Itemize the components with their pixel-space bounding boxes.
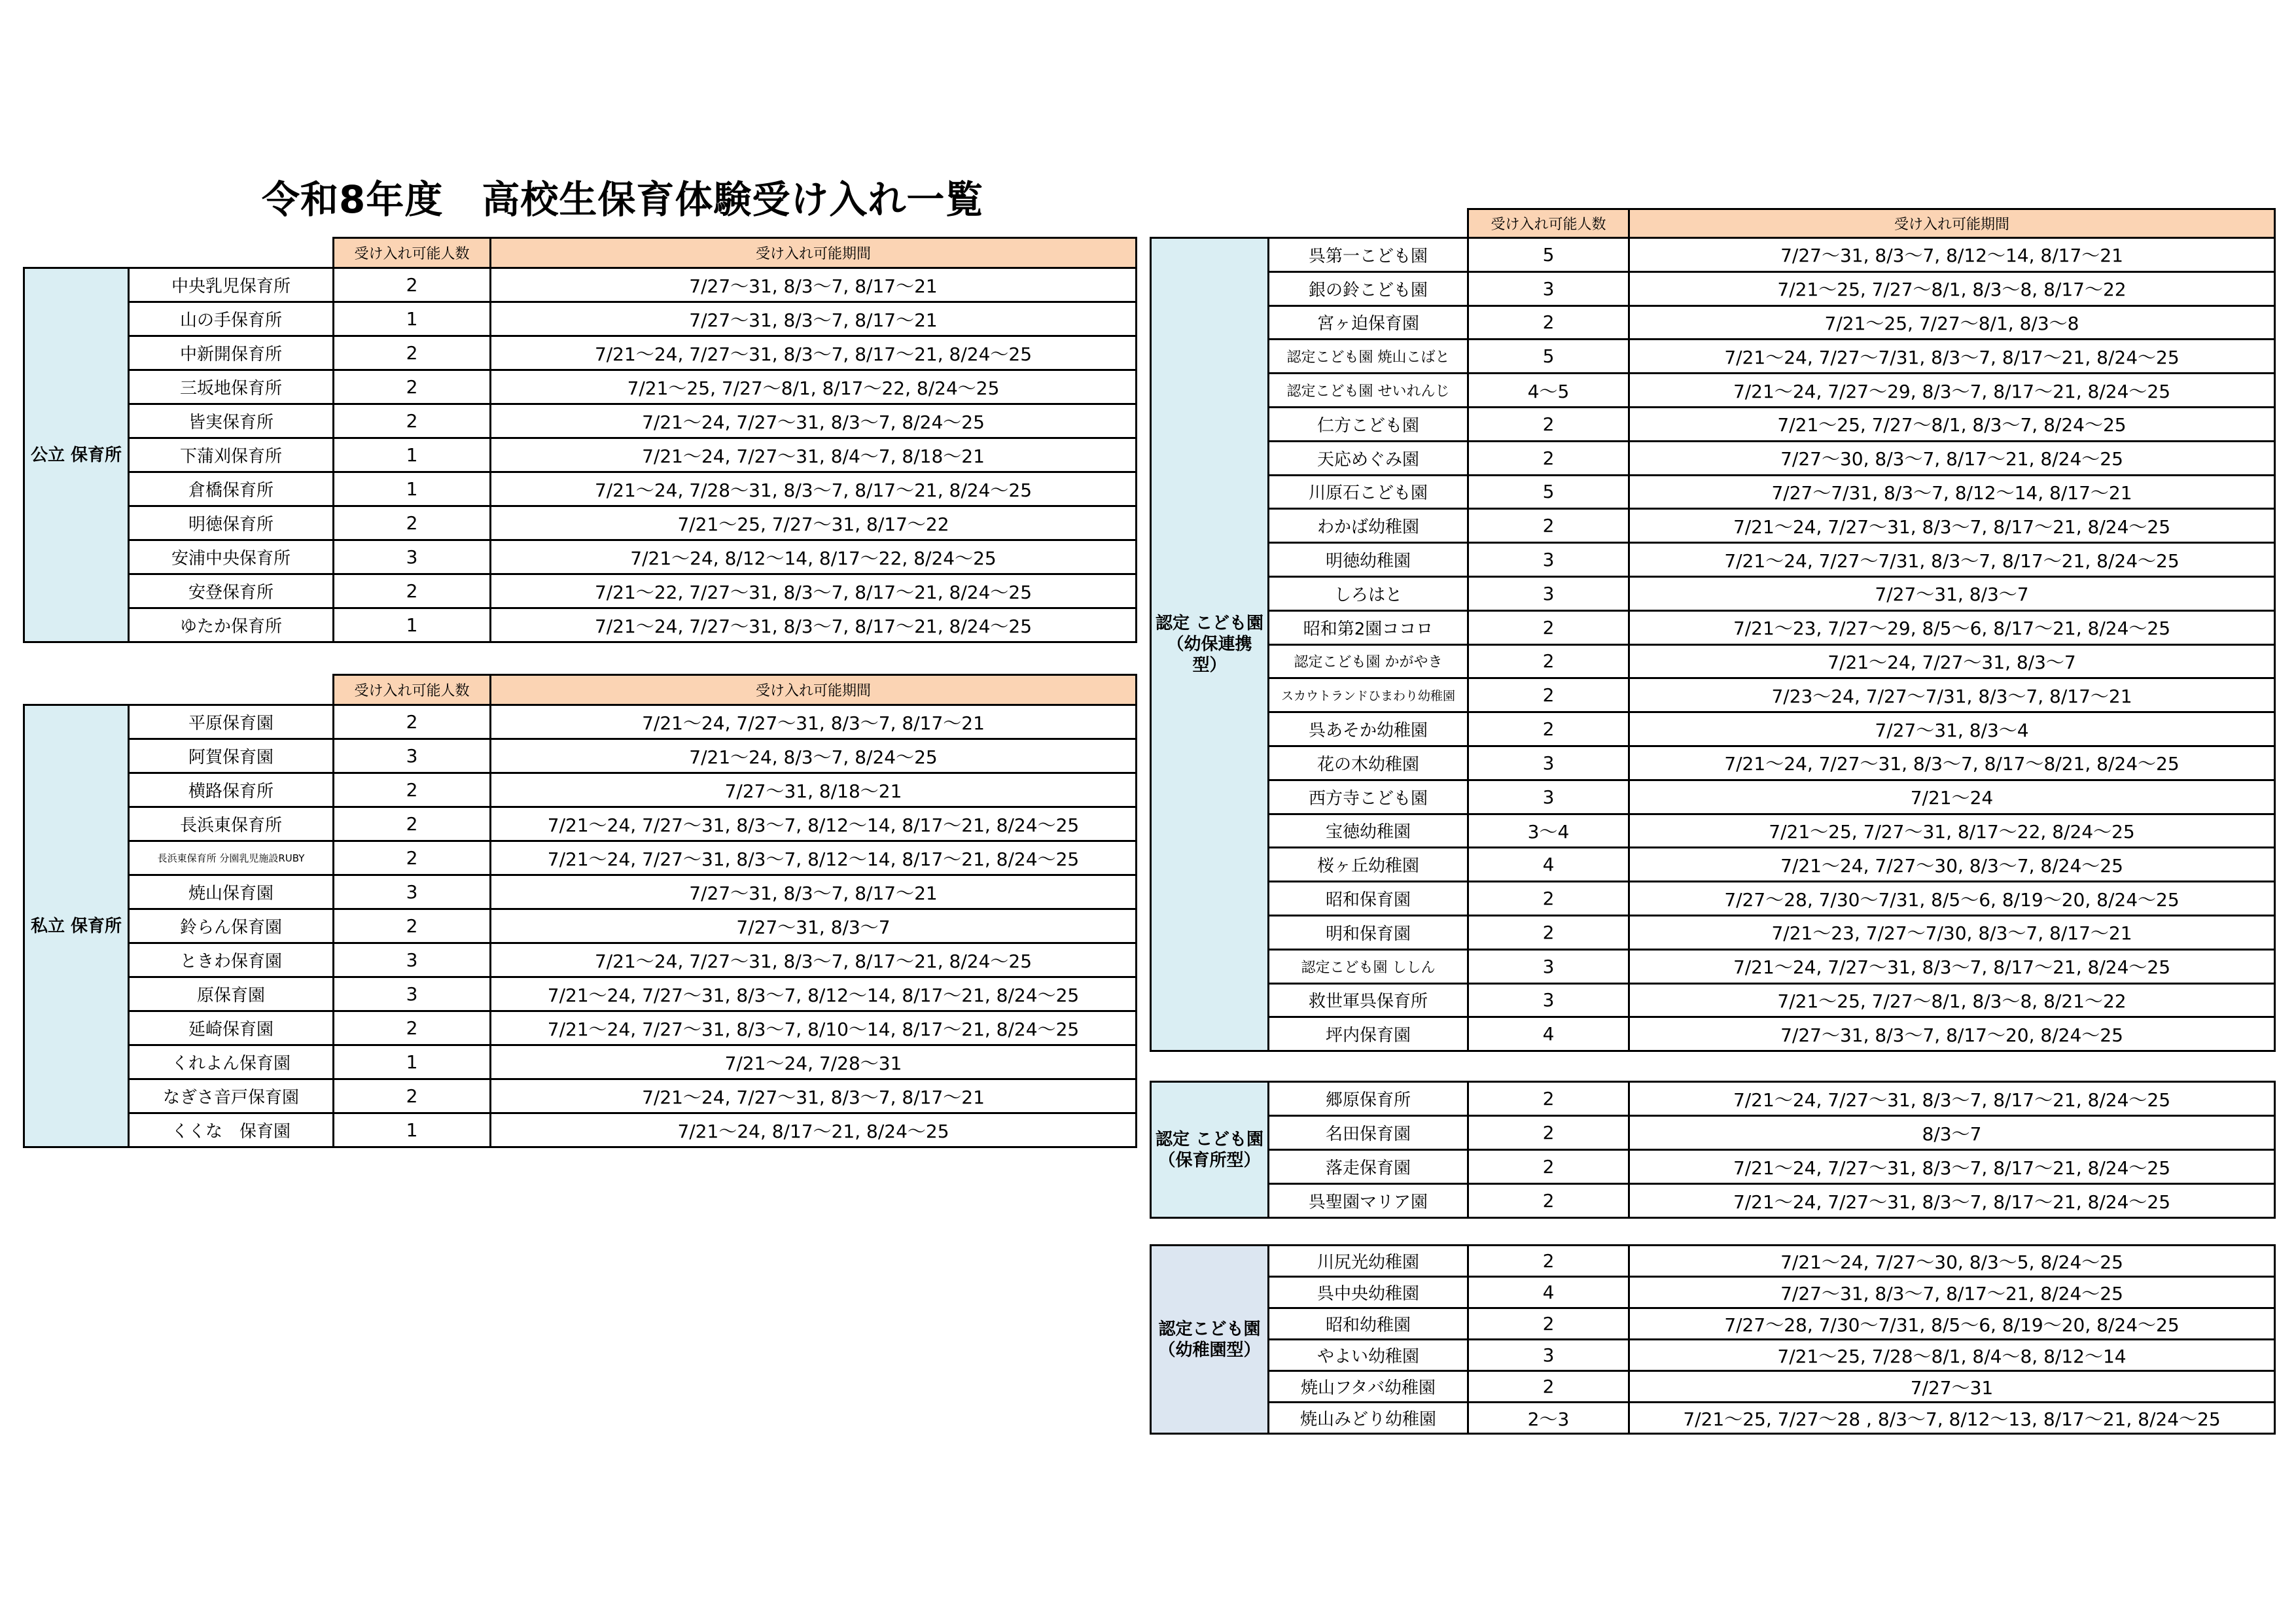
facility-name: 明徳幼稚園 [1269, 543, 1468, 577]
available-period: 7/23〜24, 7/27〜7/31, 8/3〜7, 8/17〜21 [1629, 678, 2275, 712]
facility-name: 昭和第2園ココロ [1269, 610, 1468, 644]
capacity-count: 2 [1468, 407, 1629, 441]
facility-name: 郷原保育所 [1269, 1082, 1468, 1116]
facility-name: 呉あそか幼稚園 [1269, 712, 1468, 746]
category-label: 私立 保育所 [24, 705, 129, 1147]
facility-name: 中新開保育所 [129, 336, 334, 370]
capacity-count: 1 [334, 472, 491, 506]
capacity-count: 2 [334, 370, 491, 404]
available-period: 7/21〜24, 7/27〜31, 8/3〜7, 8/17〜21, 8/24〜25 [1629, 949, 2275, 983]
available-period: 7/21〜22, 7/27〜31, 8/3〜7, 8/17〜21, 8/24〜25 [491, 574, 1137, 608]
capacity-count: 2 [1468, 1308, 1629, 1340]
table-row [24, 909, 1137, 943]
facility-name: 認定こども園 焼山こばと [1269, 340, 1468, 374]
capacity-count: 3 [334, 540, 491, 574]
header-row [24, 238, 1137, 268]
facility-name: 鈴らん保育園 [129, 909, 334, 943]
facility-name: 長浜東保育所 [129, 807, 334, 841]
table-row [1151, 678, 2275, 712]
header-count: 受け入れ可能人数 [334, 675, 491, 705]
capacity-count: 2 [1468, 441, 1629, 475]
capacity-count: 2〜3 [1468, 1403, 1629, 1434]
facility-name: 山の手保育所 [129, 302, 334, 336]
table-row [1151, 983, 2275, 1017]
kodomo-hoikusho-table [1150, 1081, 2276, 1219]
table-row [24, 438, 1137, 472]
facility-name: 認定こども園 ししん [1269, 949, 1468, 983]
capacity-count: 2 [334, 506, 491, 540]
available-period: 7/21〜24, 7/27〜31, 8/4〜7, 8/18〜21 [491, 438, 1137, 472]
available-period: 7/21〜24, 7/27〜31, 8/3〜7, 8/17〜21, 8/24〜25 [1629, 1082, 2275, 1116]
facility-name: 天応めぐみ園 [1269, 441, 1468, 475]
available-period: 7/21〜25, 7/27〜31, 8/17〜22, 8/24〜25 [1629, 814, 2275, 848]
table-row [24, 302, 1137, 336]
capacity-count: 1 [334, 608, 491, 642]
table-row [24, 540, 1137, 574]
capacity-count: 3 [1468, 271, 1629, 305]
table-row [24, 875, 1137, 909]
capacity-count: 4 [1468, 1277, 1629, 1308]
table-row [24, 336, 1137, 370]
table-row [24, 404, 1137, 438]
facility-name: 救世軍呉保育所 [1269, 983, 1468, 1017]
available-period: 7/21〜24, 7/27〜7/31, 8/3〜7, 8/17〜21, 8/24〜25 [1629, 543, 2275, 577]
facility-name: 宝徳幼稚園 [1269, 814, 1468, 848]
facility-name: 焼山フタバ幼稚園 [1269, 1371, 1468, 1403]
available-period: 7/27〜31, 8/3〜7 [491, 909, 1137, 943]
capacity-count: 1 [334, 438, 491, 472]
table-row [24, 370, 1137, 404]
available-period: 7/27〜7/31, 8/3〜7, 8/12〜14, 8/17〜21 [1629, 475, 2275, 509]
available-period: 7/21〜24, 7/27〜31, 8/3〜7 [1629, 644, 2275, 678]
facility-name: 仁方こども園 [1269, 407, 1468, 441]
header-period: 受け入れ可能期間 [1629, 209, 2275, 238]
available-period: 7/27〜31, 8/3〜7 [1629, 576, 2275, 610]
facility-name: スカウトランドひまわり幼稚園 [1269, 678, 1468, 712]
capacity-count: 2 [334, 404, 491, 438]
capacity-count: 2 [334, 841, 491, 875]
table-row [1151, 543, 2275, 577]
available-period: 7/21〜25, 7/28〜8/1, 8/4〜8, 8/12〜14 [1629, 1340, 2275, 1371]
capacity-count: 2 [334, 268, 491, 302]
available-period: 7/21〜23, 7/27〜7/30, 8/3〜7, 8/17〜21 [1629, 915, 2275, 949]
category-label: 認定 こども園 （幼保連携 型） [1151, 238, 1269, 1051]
table-row [1151, 848, 2275, 882]
facility-name: 下蒲刈保育所 [129, 438, 334, 472]
capacity-count: 2 [1468, 1246, 1629, 1277]
available-period: 7/21〜23, 7/27〜29, 8/5〜6, 8/17〜21, 8/24〜25 [1629, 610, 2275, 644]
facility-name: 昭和幼稚園 [1269, 1308, 1468, 1340]
facility-name: 皆実保育所 [129, 404, 334, 438]
capacity-count: 2 [1468, 1082, 1629, 1116]
available-period: 7/21〜24, 7/27〜31, 8/3〜7, 8/17〜8/21, 8/24〜25 [1629, 746, 2275, 780]
table-row [1151, 475, 2275, 509]
facility-name: 平原保育園 [129, 705, 334, 739]
facility-name: 倉橋保育所 [129, 472, 334, 506]
available-period: 7/27〜31, 8/18〜21 [491, 773, 1137, 807]
available-period: 7/21〜24, 7/28〜31 [491, 1045, 1137, 1079]
capacity-count: 2 [334, 574, 491, 608]
available-period: 7/21〜24, 8/12〜14, 8/17〜22, 8/24〜25 [491, 540, 1137, 574]
capacity-count: 3 [334, 739, 491, 773]
facility-name: 原保育園 [129, 977, 334, 1011]
facility-name: くくな 保育園 [129, 1113, 334, 1147]
available-period: 7/21〜24, 7/27〜31, 8/3〜7, 8/24〜25 [491, 404, 1137, 438]
capacity-count: 1 [334, 1045, 491, 1079]
facility-name: 三坂地保育所 [129, 370, 334, 404]
capacity-count: 2 [1468, 509, 1629, 543]
available-period: 7/27〜31, 8/3〜7, 8/17〜21 [491, 875, 1137, 909]
capacity-count: 2 [334, 1011, 491, 1045]
table-row [24, 268, 1137, 302]
capacity-count: 1 [334, 1113, 491, 1147]
available-period: 7/21〜24, 7/27〜29, 8/3〜7, 8/17〜21, 8/24〜25 [1629, 374, 2275, 408]
table-row [24, 943, 1137, 977]
table-row [1151, 1277, 2275, 1308]
available-period: 7/27〜31, 8/3〜7, 8/12〜14, 8/17〜21 [1629, 238, 2275, 272]
table-row [1151, 644, 2275, 678]
facility-name: 安登保育所 [129, 574, 334, 608]
capacity-count: 2 [334, 773, 491, 807]
available-period: 7/21〜25, 7/27〜8/1, 8/3〜8 [1629, 305, 2275, 340]
capacity-count: 2 [334, 1079, 491, 1113]
capacity-count: 3 [1468, 949, 1629, 983]
available-period: 8/3〜7 [1629, 1116, 2275, 1150]
facility-name: 西方寺こども園 [1269, 780, 1468, 814]
capacity-count: 3 [1468, 746, 1629, 780]
table-row [1151, 1184, 2275, 1218]
table-row [1151, 814, 2275, 848]
available-period: 7/21〜25, 7/27〜28 , 8/3〜7, 8/12〜13, 8/17〜21, 8/24〜25 [1629, 1403, 2275, 1434]
capacity-count: 2 [1468, 915, 1629, 949]
available-period: 7/21〜24, 7/27〜31, 8/3〜7, 8/12〜14, 8/17〜21, 8/24〜25 [491, 807, 1137, 841]
capacity-count: 3 [334, 943, 491, 977]
facility-name: 長浜東保育所 分園乳児施設RUBY [129, 841, 334, 875]
capacity-count: 2 [334, 909, 491, 943]
facility-name: 認定こども園 かがやき [1269, 644, 1468, 678]
facility-name: 明和保育園 [1269, 915, 1468, 949]
table-row [1151, 1246, 2275, 1277]
capacity-count: 3 [1468, 780, 1629, 814]
facility-name: 明徳保育所 [129, 506, 334, 540]
available-period: 7/21〜25, 7/27〜8/1, 8/17〜22, 8/24〜25 [491, 370, 1137, 404]
facility-name: 川尻光幼稚園 [1269, 1246, 1468, 1277]
table-row [24, 1113, 1137, 1147]
available-period: 7/21〜24, 8/17〜21, 8/24〜25 [491, 1113, 1137, 1147]
available-period: 7/27〜30, 8/3〜7, 8/17〜21, 8/24〜25 [1629, 441, 2275, 475]
facility-name: 銀の鈴こども園 [1269, 271, 1468, 305]
table-row [1151, 610, 2275, 644]
table-row [24, 472, 1137, 506]
header-period: 受け入れ可能期間 [491, 238, 1137, 268]
kodomo-youchien-table [1150, 1244, 2276, 1435]
table-row [24, 608, 1137, 642]
facility-name: 横路保育所 [129, 773, 334, 807]
capacity-count: 4 [1468, 848, 1629, 882]
capacity-count: 2 [1468, 305, 1629, 340]
available-period: 7/27〜31, 8/3〜4 [1629, 712, 2275, 746]
capacity-count: 1 [334, 302, 491, 336]
table-row [1151, 374, 2275, 408]
table-row [1151, 882, 2275, 916]
facility-name: なぎさ音戸保育園 [129, 1079, 334, 1113]
available-period: 7/27〜31, 8/3〜7, 8/17〜21 [491, 268, 1137, 302]
table-row [1151, 407, 2275, 441]
table-row [1151, 1403, 2275, 1434]
table-row [24, 574, 1137, 608]
available-period: 7/21〜24, 7/27〜31, 8/3〜7, 8/17〜21, 8/24〜25 [1629, 1184, 2275, 1218]
facility-name: 落走保育園 [1269, 1150, 1468, 1184]
capacity-count: 2 [334, 705, 491, 739]
available-period: 7/27〜28, 7/30〜7/31, 8/5〜6, 8/19〜20, 8/24〜25 [1629, 1308, 2275, 1340]
capacity-count: 2 [1468, 644, 1629, 678]
available-period: 7/21〜24, 7/27〜31, 8/3〜7, 8/12〜14, 8/17〜21, 8/24〜25 [491, 841, 1137, 875]
available-period: 7/21〜25, 7/27〜8/1, 8/3〜8, 8/21〜22 [1629, 983, 2275, 1017]
table-row [1151, 441, 2275, 475]
available-period: 7/27〜31, 8/3〜7, 8/17〜21, 8/24〜25 [1629, 1277, 2275, 1308]
header-count: 受け入れ可能人数 [334, 238, 491, 268]
capacity-count: 4〜5 [1468, 374, 1629, 408]
available-period: 7/21〜24, 7/27〜31, 8/3〜7, 8/10〜14, 8/17〜21, 8/24〜25 [491, 1011, 1137, 1045]
table-row [1151, 576, 2275, 610]
table-row [1151, 1371, 2275, 1403]
private-nursery-table [23, 674, 1137, 1148]
capacity-count: 2 [1468, 1184, 1629, 1218]
capacity-count: 2 [1468, 882, 1629, 916]
table-row [1151, 1082, 2275, 1116]
capacity-count: 3 [334, 977, 491, 1011]
header-blank [24, 238, 334, 268]
table-row [24, 807, 1137, 841]
facility-name: しろはと [1269, 576, 1468, 610]
available-period: 7/21〜24, 8/3〜7, 8/24〜25 [491, 739, 1137, 773]
facility-name: 焼山みどり幼稚園 [1269, 1403, 1468, 1434]
capacity-count: 3 [334, 875, 491, 909]
table-row [1151, 1116, 2275, 1150]
facility-name: 焼山保育園 [129, 875, 334, 909]
table-row [1151, 712, 2275, 746]
capacity-count: 3 [1468, 983, 1629, 1017]
category-label: 認定こども園 （幼稚園型） [1151, 1246, 1269, 1434]
kodomo-renkei-table [1150, 208, 2276, 1052]
table-row [1151, 340, 2275, 374]
available-period: 7/21〜24, 7/27〜31, 8/3〜7, 8/12〜14, 8/17〜21, 8/24〜25 [491, 977, 1137, 1011]
facility-name: 安浦中央保育所 [129, 540, 334, 574]
facility-name: 坪内保育園 [1269, 1017, 1468, 1051]
available-period: 7/21〜25, 7/27〜8/1, 8/3〜8, 8/17〜22 [1629, 271, 2275, 305]
available-period: 7/21〜25, 7/27〜8/1, 8/3〜7, 8/24〜25 [1629, 407, 2275, 441]
table-row [24, 1079, 1137, 1113]
facility-name: 桜ヶ丘幼稚園 [1269, 848, 1468, 882]
available-period: 7/21〜24, 7/27〜31, 8/3〜7, 8/17〜21, 8/24〜25 [1629, 1150, 2275, 1184]
facility-name: 呉聖園マリア園 [1269, 1184, 1468, 1218]
table-row [24, 1011, 1137, 1045]
table-row [24, 841, 1137, 875]
table-row [24, 506, 1137, 540]
facility-name: わかば幼稚園 [1269, 509, 1468, 543]
table-row [1151, 1150, 2275, 1184]
facility-name: 昭和保育園 [1269, 882, 1468, 916]
table-row [1151, 509, 2275, 543]
capacity-count: 5 [1468, 238, 1629, 272]
available-period: 7/21〜24, 7/27〜31, 8/3〜7, 8/17〜21, 8/24〜25 [491, 608, 1137, 642]
facility-name: ときわ保育園 [129, 943, 334, 977]
capacity-count: 2 [334, 336, 491, 370]
header-count: 受け入れ可能人数 [1468, 209, 1629, 238]
header-period: 受け入れ可能期間 [491, 675, 1137, 705]
capacity-count: 3〜4 [1468, 814, 1629, 848]
table-row [1151, 915, 2275, 949]
available-period: 7/21〜24, 7/27〜7/31, 8/3〜7, 8/17〜21, 8/24〜25 [1629, 340, 2275, 374]
table-row [24, 977, 1137, 1011]
capacity-count: 2 [1468, 610, 1629, 644]
capacity-count: 3 [1468, 543, 1629, 577]
capacity-count: 2 [1468, 712, 1629, 746]
table-row [1151, 780, 2275, 814]
available-period: 7/21〜24, 7/27〜31, 8/3〜7, 8/17〜21, 8/24〜25 [1629, 509, 2275, 543]
available-period: 7/21〜24, 7/27〜30, 8/3〜7, 8/24〜25 [1629, 848, 2275, 882]
table-row [1151, 1340, 2275, 1371]
available-period: 7/21〜24 [1629, 780, 2275, 814]
available-period: 7/21〜24, 7/27〜30, 8/3〜5, 8/24〜25 [1629, 1246, 2275, 1277]
header-row [24, 675, 1137, 705]
facility-name: 呉中央幼稚園 [1269, 1277, 1468, 1308]
table-row [1151, 949, 2275, 983]
table-row [1151, 746, 2275, 780]
public-nursery-table [23, 237, 1137, 643]
table-row [24, 773, 1137, 807]
available-period: 7/21〜24, 7/27〜31, 8/3〜7, 8/17〜21 [491, 1079, 1137, 1113]
facility-name: ゆたか保育所 [129, 608, 334, 642]
table-row [24, 1045, 1137, 1079]
available-period: 7/21〜24, 7/27〜31, 8/3〜7, 8/17〜21, 8/24〜25 [491, 943, 1137, 977]
capacity-count: 4 [1468, 1017, 1629, 1051]
facility-name: 名田保育園 [1269, 1116, 1468, 1150]
capacity-count: 3 [1468, 576, 1629, 610]
capacity-count: 5 [1468, 340, 1629, 374]
capacity-count: 2 [1468, 1116, 1629, 1150]
facility-name: くれよん保育園 [129, 1045, 334, 1079]
facility-name: 延崎保育園 [129, 1011, 334, 1045]
table-row [24, 739, 1137, 773]
available-period: 7/27〜28, 7/30〜7/31, 8/5〜6, 8/19〜20, 8/24〜25 [1629, 882, 2275, 916]
facility-name: 宮ヶ迫保育園 [1269, 305, 1468, 340]
facility-name: 呉第一こども園 [1269, 238, 1468, 272]
capacity-count: 3 [1468, 1340, 1629, 1371]
capacity-count: 2 [1468, 1150, 1629, 1184]
table-row [1151, 1017, 2275, 1051]
capacity-count: 5 [1468, 475, 1629, 509]
capacity-count: 2 [334, 807, 491, 841]
facility-name: 中央乳児保育所 [129, 268, 334, 302]
facility-name: 花の木幼稚園 [1269, 746, 1468, 780]
category-label: 認定 こども園 （保育所型） [1151, 1082, 1269, 1218]
facility-name: 川原石こども園 [1269, 475, 1468, 509]
table-row [1151, 271, 2275, 305]
header-blank [1151, 209, 1468, 238]
facility-name: 阿賀保育園 [129, 739, 334, 773]
available-period: 7/27〜31 [1629, 1371, 2275, 1403]
category-label: 公立 保育所 [24, 268, 129, 642]
available-period: 7/27〜31, 8/3〜7, 8/17〜21 [491, 302, 1137, 336]
available-period: 7/27〜31, 8/3〜7, 8/17〜20, 8/24〜25 [1629, 1017, 2275, 1051]
table-row [1151, 305, 2275, 340]
table-row [1151, 238, 2275, 272]
available-period: 7/21〜24, 7/28〜31, 8/3〜7, 8/17〜21, 8/24〜25 [491, 472, 1137, 506]
facility-name: やよい幼稚園 [1269, 1340, 1468, 1371]
available-period: 7/21〜24, 7/27〜31, 8/3〜7, 8/17〜21 [491, 705, 1137, 739]
available-period: 7/21〜25, 7/27〜31, 8/17〜22 [491, 506, 1137, 540]
header-blank [24, 675, 334, 705]
header-row [1151, 209, 2275, 238]
table-row [1151, 1308, 2275, 1340]
facility-name: 認定こども園 せいれんじ [1269, 374, 1468, 408]
capacity-count: 2 [1468, 678, 1629, 712]
table-row [24, 705, 1137, 739]
available-period: 7/21〜24, 7/27〜31, 8/3〜7, 8/17〜21, 8/24〜25 [491, 336, 1137, 370]
page-title: 令和8年度 高校生保育体験受け入れ一覧 [262, 177, 984, 222]
capacity-count: 2 [1468, 1371, 1629, 1403]
